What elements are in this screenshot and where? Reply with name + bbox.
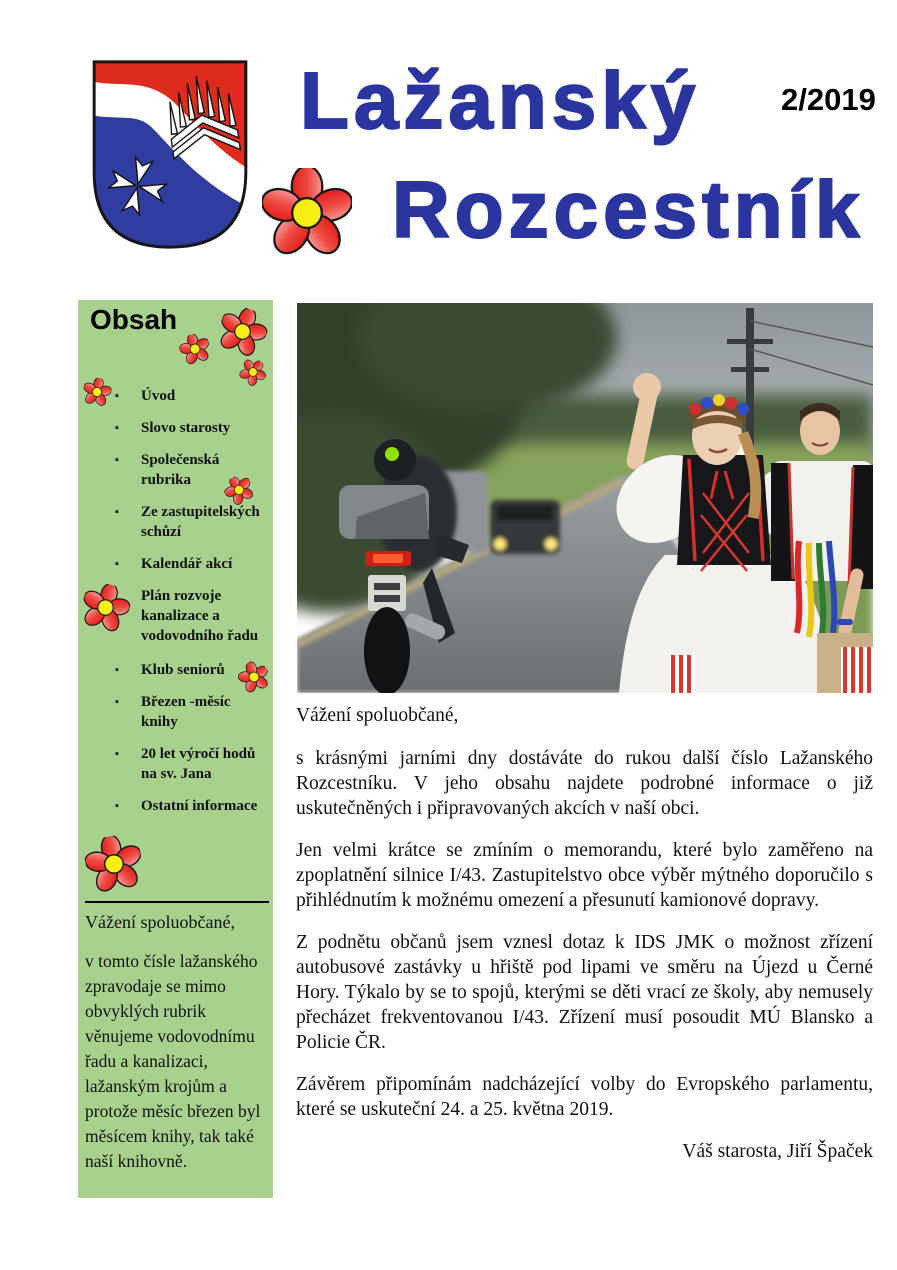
flower-icon xyxy=(262,168,352,258)
issue-number: 2/2019 xyxy=(781,82,876,117)
toc-item xyxy=(78,744,273,784)
bullet-icon: ▪ xyxy=(115,800,119,812)
bullet-icon: ▪ xyxy=(115,422,119,434)
flower-icon xyxy=(81,376,113,408)
toc-item-label: 20 let výročí hodů na sv. Jana xyxy=(141,746,256,782)
bullet-icon: ▪ xyxy=(115,506,119,518)
toc-item-label: Ze zastupitelských schůzí xyxy=(141,504,260,540)
toc-item xyxy=(78,502,273,542)
bullet-icon: ▪ xyxy=(115,664,119,676)
sidebar-greeting: Vážení spoluobčané, xyxy=(85,912,235,932)
newsletter-title-line1: Lažanský xyxy=(300,56,701,145)
signature: Váš starosta, Jiří Špaček xyxy=(682,1141,873,1162)
toc-item-label: Ostatní informace xyxy=(141,798,258,814)
sidebar-note: v tomto čísle lažanského zpravodaje se mimo obvyklých rubrik věnujeme vodovodnímu řadu a kanalizaci, lažanským krojům a protože měsíc březen byl měsícem knihy, tak také naší knihovně. xyxy=(85,951,261,1171)
toc-item xyxy=(78,692,273,732)
toc-item xyxy=(78,554,273,574)
toc-item-label: Klub seniorů xyxy=(141,662,225,678)
letter-body xyxy=(296,703,873,1181)
toc-item-label: Plán rozvoje kanalizace a vodovodního řadu xyxy=(141,588,259,644)
sidebar-heading: Obsah xyxy=(90,304,178,335)
bullet-icon: ▪ xyxy=(115,390,119,402)
toc-item-label: Úvod xyxy=(141,388,176,404)
toc-item-label: Společenská rubrika xyxy=(141,452,220,488)
body-paragraph: Z podnětu občanů jsem vznesl dotaz k IDS JMK o možnost zřízení autobusové zastávky u hřiště pod lipami ve směru na Újezd u Černé Hory. Týkalo by se to spojů, kterými se děti vrací ze školy, aby nemusely přecházet frekventovanou I/43. Zřízení musí posoudit MÚ Blansko a Policie ČR. xyxy=(296,932,873,1053)
salutation: Vážení spoluobčané, xyxy=(296,705,459,726)
toc-item-label: Kalendář akcí xyxy=(141,556,233,572)
newsletter-title-line2: Rozcestník xyxy=(392,165,865,254)
body-paragraph: s krásnými jarními dny dostáváte do rukou další číslo Lažanského Rozcestníku. V jeho obsahu najdete podrobné informace o již uskutečněných i připravovaných akcích v naší obci. xyxy=(296,748,873,819)
toc-item xyxy=(78,796,273,816)
photo-folk-costume-road xyxy=(297,303,873,693)
flower-icon xyxy=(82,832,147,897)
toc-item-label: Slovo starosty xyxy=(141,420,231,436)
toc-item-label: Březen -měsíc knihy xyxy=(141,694,231,730)
bullet-icon: ▪ xyxy=(115,748,119,760)
bullet-icon: ▪ xyxy=(115,454,119,466)
divider-line xyxy=(85,901,269,903)
body-paragraph: Závěrem připomínám nadcházející volby do Evropského parlamentu, které se uskuteční 24. a 25. května 2019. xyxy=(296,1074,873,1120)
coat-of-arms xyxy=(86,56,254,253)
body-paragraph: Jen velmi krátce se zmíním o memorandu, které bylo zaměřeno na zpoplatnění silnice I/43. Zastupitelstvo obce výběr mýtného doporučilo s přihlédnutím k možnému omezení a přesunutí kamionové dopravy. xyxy=(296,840,873,911)
sidebar-contents xyxy=(78,300,273,1198)
paragraphs xyxy=(296,746,873,1122)
toc-item xyxy=(78,418,273,438)
bullet-icon: ▪ xyxy=(115,558,119,570)
bullet-icon: ▪ xyxy=(115,696,119,708)
